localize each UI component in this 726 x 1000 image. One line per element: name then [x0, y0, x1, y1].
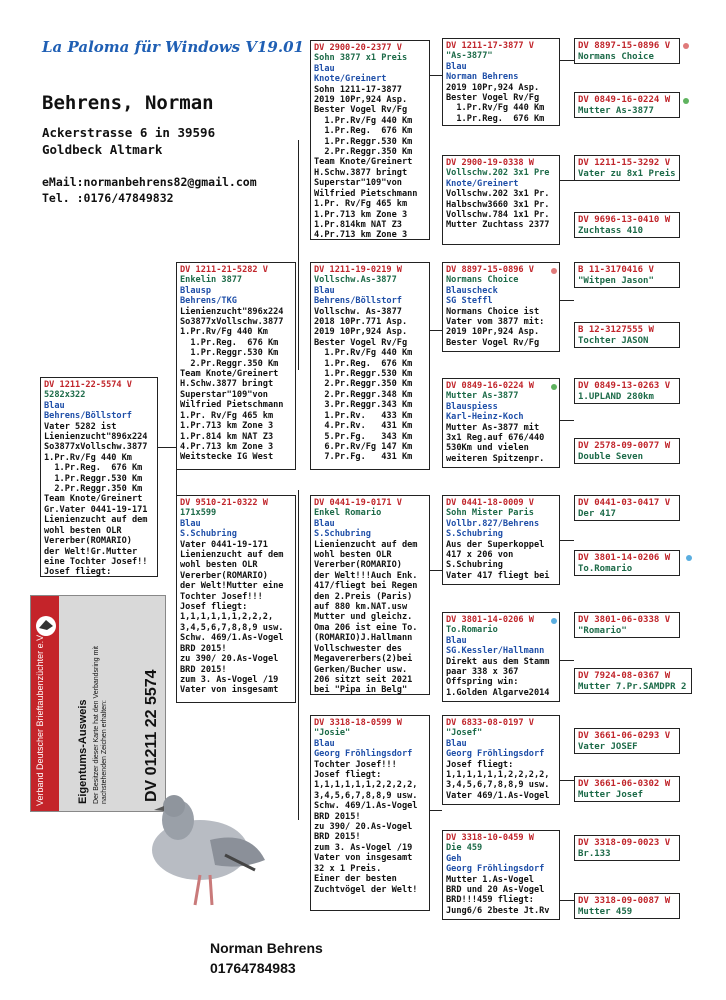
info-line: Vollschw. As-3877 [314, 306, 402, 317]
sire-card [176, 262, 296, 470]
pigeon-name: 171x599 [180, 508, 217, 519]
ring-number: DV 0441-03-0417 V [578, 498, 671, 508]
info-line: 7.Pr.Fg. 431 Km [314, 452, 413, 463]
ring-number: DV 0441-19-0171 V [314, 498, 402, 508]
info-line: weiteren Spitzenpr. [446, 453, 545, 464]
breeder: Karl-Heinz-Koch [446, 412, 524, 423]
info-line: Aus der Superkoppel [446, 539, 545, 550]
gggp-card [574, 262, 680, 288]
info-line: zum 3. As-Vogel /19 [314, 842, 413, 853]
pigeon-name: Mutter Josef [578, 790, 644, 800]
dam-card [176, 495, 296, 703]
grandparent-card [310, 262, 430, 470]
pigeon-color: Blau [180, 518, 201, 529]
marker-dot [551, 268, 557, 274]
connector-line [560, 180, 574, 181]
pigeon-name: Mutter As-3877 [446, 391, 519, 402]
info-line: Mutter 1.As-Vogel [446, 874, 534, 885]
pigeon-color: Blau [314, 518, 335, 529]
gggp-card [574, 550, 680, 576]
connector-line [560, 660, 574, 661]
info-line: Vererber(ROMARIO) [180, 570, 268, 581]
ring-number: DV 2900-19-0338 W [446, 158, 534, 168]
owner-name: Behrens, Norman [42, 92, 214, 114]
info-line: auf 880 km.NAT.usw [314, 602, 408, 613]
info-line: BRD 2015! [180, 643, 227, 654]
pigeon-color: Blau [314, 738, 335, 749]
info-line: Wilfried Pietschmann [180, 400, 284, 411]
ring-number: DV 0849-16-0224 W [578, 95, 671, 105]
info-line: Bester Vogel Rv/Fg [314, 105, 408, 116]
pigeon-color: Blau [314, 285, 335, 296]
pigeon-color: Geh [446, 853, 462, 864]
info-line: Jung6/6 2beste Jt.Rv [446, 905, 550, 916]
ring-number: DV 6833-08-0197 V [446, 718, 534, 728]
info-line: Tochter Josef!!! [314, 759, 397, 770]
info-line: 1.Pr.Reggr.530 Km [314, 369, 413, 380]
great-grandparent-card [442, 612, 560, 702]
pigeon-name: Vollschw.As-3877 [314, 275, 397, 286]
pigeon-name: To.Romario [446, 625, 498, 636]
info-line: Mutter Zuchtass 2377 [446, 220, 550, 231]
info-line: 1.Pr.Reggr.530 Km [314, 136, 413, 147]
gggp-card [574, 612, 680, 638]
signature-name: Norman Behrens [210, 940, 323, 956]
ring-number: DV 3318-09-0023 V [578, 838, 671, 848]
info-line: 3,4,5,6,7,8,8,9 usw. [446, 780, 550, 791]
info-line: 4.Pr.713 km Zone 3 [180, 441, 274, 452]
info-line: Mutter und gleichz. [314, 612, 413, 623]
info-line: 1.Pr.Rv/Fg 440 Km [44, 452, 132, 463]
info-line: 2019 10Pr,924 Asp. [314, 95, 408, 106]
info-line: 4.Pr.Rv. 431 Km [314, 421, 413, 432]
info-line: der Welt!!!Auch Enk. [314, 570, 418, 581]
pigeon-color: Vollbr.827/Behrens [446, 518, 540, 529]
pigeon-name: Tochter JASON [578, 336, 649, 346]
id-card-title: Eigentums-Ausweis [77, 699, 89, 804]
info-line: 1.Pr.Reg. 676 Km [446, 113, 545, 124]
info-line: Vater von insgesamt [180, 685, 279, 696]
breeder: Knote/Greinert [314, 74, 387, 85]
gggp-card [574, 92, 680, 118]
pigeon-name: 1.UPLAND 280km [578, 392, 654, 402]
pigeon-name: Enkelin 3877 [180, 275, 243, 286]
subject-card [40, 377, 158, 577]
info-line: 2018 10Pr.771 Asp. [314, 317, 408, 328]
breeder: Georg Fröhlingsdorf [314, 749, 413, 760]
info-line: 4.Pr.713 km Zone 3 [314, 230, 408, 240]
info-line: Mutter As-3877 mit [446, 422, 540, 433]
marker-dot [551, 384, 557, 390]
info-line: bei "Pipa in Belg" [314, 685, 408, 695]
info-line: 3,4,5,6,7,8,8,9 usw. [180, 622, 284, 633]
info-line: 1.Pr.713 km Zone 3 [180, 421, 274, 432]
info-line: Gr.Vater 0441-19-171 [44, 504, 148, 515]
info-line: Offspring win: [446, 677, 519, 688]
info-line: 1.Golden Algarve2014 [446, 687, 550, 698]
ring-number: DV 1211-15-3292 V [578, 158, 671, 168]
info-line: 3x1 Reg.auf 676/440 [446, 433, 545, 444]
info-line: Einer der besten [314, 874, 397, 885]
bird-logo-icon [35, 606, 57, 646]
ring-number: DV 3318-18-0599 W [314, 718, 402, 728]
info-line: BRD 2015! [180, 664, 227, 675]
info-line: 1.Pr.Reg. 676 Km [314, 358, 413, 369]
connector-line [560, 780, 574, 781]
info-line: Vollschwester des [314, 643, 402, 654]
ring-number: DV 1211-17-3877 V [446, 41, 534, 51]
gggp-card [574, 322, 680, 348]
info-line: Superstar"109"von [314, 178, 402, 189]
info-line: Weitstecke IG West [180, 452, 274, 463]
marker-dot [683, 98, 689, 104]
info-line: 1.Pr.Reg. 676 Km [180, 337, 279, 348]
ring-number: DV 1211-21-5282 V [180, 265, 268, 275]
pigeon-name: "Josie" [314, 728, 351, 739]
info-line: Vater 469/1.As-Vogel [446, 790, 550, 801]
pigeon-name: 5282x322 [44, 390, 86, 401]
pigeon-color: Blau [446, 61, 467, 72]
owner-address [42, 124, 215, 158]
info-line: 417 x 206 von [446, 550, 514, 561]
pigeon-name: Vater zu 8x1 Preis [578, 169, 676, 179]
info-line: 1.Pr.814km NAT Z3 [314, 219, 402, 230]
owner-email: eMail:normanbehrens82@gmail.com [42, 175, 257, 189]
info-line: 6.Pr.Rv/Fg 147 Km [314, 441, 413, 452]
breeder: S.Schubring [180, 529, 237, 540]
pigeon-name: Vollschw.202 3x1 Pre [446, 168, 550, 179]
gggp-card [574, 835, 680, 861]
info-line: 530Km und vielen [446, 443, 529, 454]
info-line: Vollschw.784 1x1 Pr. [446, 210, 550, 221]
association-name: Verband Deutscher Brieftaubenzüchter e.V. [35, 633, 45, 806]
owner-tel: Tel. :0176/47849832 [42, 191, 174, 205]
info-line: Direkt aus dem Stamm [446, 656, 550, 667]
info-line: Josef fliegt: [44, 567, 112, 577]
address-line2: Goldbeck Altmark [42, 142, 163, 157]
info-line: Lienienzucht auf dem [314, 539, 418, 550]
info-line: 1,1,1,1,1,1,2,2,2,2, [314, 780, 418, 791]
ring-number: DV 3801-14-0206 W [578, 553, 671, 563]
info-line: Vater vom 3877 mit: [446, 317, 545, 328]
info-line: Team Knote/Greinert [44, 494, 143, 505]
info-line: Josef fliegt: [314, 770, 382, 781]
pigeon-name: Br.133 [578, 849, 611, 859]
breeder: Behrens/Böllstorf [44, 411, 132, 422]
connector-line [430, 75, 442, 76]
pigeon-name: Normans Choice [578, 52, 654, 62]
gggp-card [574, 668, 692, 694]
owner-contact [42, 174, 257, 206]
breeder: Norman Behrens [446, 72, 519, 83]
connector-line [560, 300, 574, 301]
great-grandparent-card [442, 378, 560, 468]
info-line: Vererber(ROMARIO) [314, 560, 402, 571]
connector-line [430, 810, 442, 811]
breeder: S.Schubring [314, 529, 371, 540]
info-line: 2019 10Pr,924 Asp. [446, 327, 540, 338]
signature-phone: 01764784983 [210, 960, 296, 976]
info-line: Megavererbers(2)bei [314, 654, 413, 665]
info-line: 2.Pr.Reggr.348 Km [314, 389, 413, 400]
ring-number: DV 9510-21-0322 W [180, 498, 268, 508]
ring-number: B 12-3127555 W [578, 325, 654, 335]
pigeon-name: Der 417 [578, 509, 616, 519]
pigeon-color: Blau [446, 635, 467, 646]
info-line: Wilfried Pietschmann [314, 188, 418, 199]
pigeon-name: Mutter 7.Pr.SAMDPR 2 [578, 682, 687, 692]
info-line: 2.Pr.Reggr.350 Km [314, 147, 413, 158]
id-card-notice: Der Besitzer dieser Karte hat den Verbandsring mit nachstehenden Zeichen erhalten: [93, 646, 108, 804]
gggp-card [574, 438, 680, 464]
pigeon-color: Blau [446, 738, 467, 749]
gggp-card [574, 728, 680, 754]
info-line: Team Knote/Greinert [180, 369, 279, 380]
info-line: S.Schubring [446, 560, 503, 571]
info-line: 1.Pr.Reggr.530 Km [180, 348, 279, 359]
info-line: 1.Pr.713 km Zone 3 [314, 209, 408, 220]
info-line: Lienienzucht auf dem [180, 550, 284, 561]
info-line: Oma 206 ist eine To. [314, 622, 418, 633]
ring-number: DV 2900-20-2377 V [314, 43, 402, 53]
info-line: Sohn 1211-17-3877 [314, 84, 402, 95]
info-line: BRD und 20 As-Vogel [446, 885, 545, 896]
info-line: Lienienzucht auf dem [44, 515, 148, 526]
info-line: 1.Pr.Reggr.530 Km [44, 473, 143, 484]
info-line: der Welt!Gr.Mutter [44, 546, 138, 557]
pigeon-color: Blausp [180, 285, 212, 296]
info-line: BRD 2015! [314, 832, 361, 843]
pigeon-name: "Josef" [446, 728, 483, 739]
info-line: 1.Pr.Rv/Fg 440 Km [314, 348, 413, 359]
pigeon-name: "As-3877" [446, 51, 493, 62]
marker-dot [683, 43, 689, 49]
ring-number: DV 0441-18-0009 V [446, 498, 534, 508]
great-grandparent-card [442, 715, 560, 805]
info-line: 1.Pr.Rv. 433 Km [314, 410, 413, 421]
info-line: 1.Pr.Rv/Fg 440 Km [446, 103, 545, 114]
info-line: Gerken/Bucher usw. [314, 664, 408, 675]
info-line: Vater von insgesamt [314, 853, 413, 864]
connector-line [560, 60, 574, 61]
info-line: 5.Pr.Fg. 343 Km [314, 431, 413, 442]
info-line: Tochter Josef!!! [180, 591, 263, 602]
app-title: La Paloma für Windows V19.01 [42, 38, 304, 56]
connector-line [560, 900, 574, 901]
pigeon-color: Blau [314, 63, 335, 74]
marker-dot [686, 555, 692, 561]
info-line: Josef fliegt: [180, 602, 248, 613]
breeder: Georg Fröhlingsdorf [446, 749, 545, 760]
info-line: Lienienzucht"896x224 [44, 432, 148, 443]
info-line: Lienienzucht"896x224 [180, 306, 284, 317]
pigeon-name: Mutter 459 [578, 907, 633, 917]
breeder: Behrens/Böllstorf [314, 296, 402, 307]
marker-dot [551, 618, 557, 624]
info-line: Vollschw.202 3x1 Pr. [446, 189, 550, 200]
info-line: 2019 10Pr,924 Asp. [446, 82, 540, 93]
pigeon-name: Sohn 3877 x1 Preis [314, 53, 408, 64]
connector-line [430, 330, 442, 331]
info-line: 1.Pr. Rv/Fg 465 km [314, 199, 408, 210]
breeder: S.Schubring [446, 529, 503, 540]
ring-number: DV 7924-08-0367 W [578, 671, 671, 681]
ring-number: DV 2578-09-0077 W [578, 441, 671, 451]
pigeon-name: Mutter As-3877 [578, 106, 654, 116]
ring-number: DV 0849-16-0224 W [446, 381, 534, 391]
info-line: Team Knote/Greinert [314, 157, 413, 168]
connector-line [430, 570, 442, 571]
info-line: der Welt!Mutter eine [180, 581, 284, 592]
grandparent-card [310, 495, 430, 695]
pigeon-color: Blauspiess [446, 401, 498, 412]
ring-number: DV 1211-22-5574 V [44, 380, 132, 390]
info-line: Josef fliegt: [446, 759, 514, 770]
pigeon-name: Vater JOSEF [578, 742, 638, 752]
info-line: Halbschw3660 3x1 Pr. [446, 199, 550, 210]
gggp-card [574, 378, 680, 404]
info-line: 206 sitzt seit 2021 [314, 674, 413, 685]
info-line: So3877xVollschw.3877 [44, 442, 148, 453]
info-line: Vater 5282 ist [44, 421, 117, 432]
ring-number: DV 3318-09-0087 W [578, 896, 671, 906]
info-line: Vater 0441-19-171 [180, 539, 268, 550]
connector-line [560, 420, 574, 421]
gggp-card [574, 38, 680, 64]
info-line: Zuchtvögel der Welt! [314, 884, 418, 895]
ring-number: DV 3661-06-0293 V [578, 731, 671, 741]
address-line1: Ackerstrasse 6 in 39596 [42, 125, 216, 140]
info-line: H.Schw.3877 bringt [314, 167, 408, 178]
ring-number: DV 8897-15-0896 V [446, 265, 534, 275]
info-line: 417/fliegt bei Regen [314, 581, 418, 592]
pigeon-color: Blau [44, 400, 65, 411]
info-line: 2.Pr.Reggr.350 Km [314, 379, 413, 390]
info-line: Bester Vogel Rv/Fg [446, 93, 540, 104]
info-line: 1,1,1,1,1,1,2,2,2,2, [446, 770, 550, 781]
info-line: 1,1,1,1,1,1,2,2,2, [180, 612, 274, 623]
info-line: H.Schw.3877 bringt [180, 379, 274, 390]
connector-line [560, 540, 574, 541]
info-line: 1.Pr.Rv/Fg 440 Km [314, 115, 413, 126]
info-line: wohl besten OLR [314, 550, 392, 561]
gggp-card [574, 495, 680, 521]
info-line: 32 x 1 Preis. [314, 863, 382, 874]
ring-number: DV 3801-06-0338 V [578, 615, 671, 625]
breeder: Behrens/TKG [180, 296, 237, 307]
great-grandparent-card [442, 262, 560, 352]
info-line: 1.Pr.Rv/Fg 440 Km [180, 327, 268, 338]
info-line: Superstar"109"von [180, 389, 268, 400]
grandparent-card [310, 715, 430, 911]
ring-number: DV 8897-15-0896 V [578, 41, 671, 51]
info-line: zu 390/ 20.As-Vogel [180, 654, 279, 665]
info-line: Vater 417 fliegt bei [446, 570, 550, 581]
gggp-card [574, 776, 680, 802]
info-line: eine Tochter Josef!! [44, 556, 148, 567]
info-line: 2.Pr.Reggr.350 Km [44, 484, 143, 495]
info-line: Schw. 469/1.As-Vogel [314, 801, 418, 812]
info-line: 3,4,5,6,7,8,8,9 usw. [314, 790, 418, 801]
grandparent-card [310, 40, 430, 240]
info-line: BRD!!!459 fliegt: [446, 895, 534, 906]
pigeon-name: "Witpen Jason" [578, 276, 654, 286]
info-line: den 2.Preis (Paris) [314, 591, 413, 602]
info-line: 3.Pr.Reggr.343 Km [314, 400, 413, 411]
info-line: wohl besten OLR [44, 525, 122, 536]
info-line: zum 3. As-Vogel /19 [180, 674, 279, 685]
info-line: zu 390/ 20.As-Vogel [314, 822, 413, 833]
signature-block [210, 938, 323, 978]
info-line: Vererber(ROMARIO) [44, 536, 132, 547]
great-grandparent-card [442, 495, 560, 585]
info-line: 1.Pr.Reg. 676 Km [44, 463, 143, 474]
ring-number: DV 1211-19-0219 W [314, 265, 402, 275]
ring-number: DV 3661-06-0302 W [578, 779, 671, 789]
ring-number: DV 9696-13-0410 W [578, 215, 671, 225]
pigeon-name: "Romario" [578, 626, 627, 636]
pigeon-image [140, 780, 270, 930]
info-line: Schw. 469/1.As-Vogel [180, 633, 284, 644]
ring-number: DV 3318-10-0459 W [446, 833, 534, 843]
info-line: (ROMARIO)J.Hallmann [314, 633, 413, 644]
pigeon-name: Die 459 [446, 843, 483, 854]
great-grandparent-card [442, 830, 560, 920]
great-grandparent-card [442, 155, 560, 245]
pigeon-name: To.Romario [578, 564, 633, 574]
info-line: wohl besten OLR [180, 560, 258, 571]
gggp-card [574, 155, 680, 181]
breeder: SG.Kessler/Hallmann [446, 646, 545, 657]
breeder: SG Steffl [446, 296, 493, 307]
breeder: Knote/Greinert [446, 178, 519, 189]
ring-number: DV 3801-14-0206 W [446, 615, 534, 625]
breeder: Georg Fröhlingsdorf [446, 864, 545, 875]
info-line: 1.Pr.Reg. 676 Km [314, 126, 413, 137]
info-line: 1.Pr. Rv/Fg 465 km [180, 410, 274, 421]
connector-line [298, 140, 299, 370]
info-line: BRD 2015! [314, 811, 361, 822]
pigeon-color: Blauscheck [446, 285, 498, 296]
pigeon-name: Sohn Mister Paris [446, 508, 534, 519]
great-grandparent-card [442, 38, 560, 126]
gggp-card [574, 212, 680, 238]
ring-number: B 11-3170416 V [578, 265, 654, 275]
info-line: So3877xVollschw.3877 [180, 317, 284, 328]
info-line: Normans Choice ist [446, 306, 540, 317]
pigeon-name: Normans Choice [446, 275, 519, 286]
ring-number: DV 0849-13-0263 V [578, 381, 671, 391]
info-line: 1.Pr.814 km NAT Z3 [180, 431, 274, 442]
info-line: paar 338 x 367 [446, 667, 519, 678]
pigeon-name: Enkel Romario [314, 508, 382, 519]
pigeon-name: Zuchtass 410 [578, 226, 644, 236]
connector-line [298, 490, 299, 820]
info-line: 2.Pr.Reggr.350 Km [180, 358, 279, 369]
gggp-card [574, 893, 680, 919]
id-card-ring: DV 01211 22 5574 [143, 669, 160, 802]
info-line: Bester Vogel Rv/Fg [446, 337, 540, 348]
info-line: Bester Vogel Rv/Fg [314, 337, 408, 348]
info-line: 2019 10Pr,924 Asp. [314, 327, 408, 338]
pigeon-name: Double Seven [578, 452, 644, 462]
